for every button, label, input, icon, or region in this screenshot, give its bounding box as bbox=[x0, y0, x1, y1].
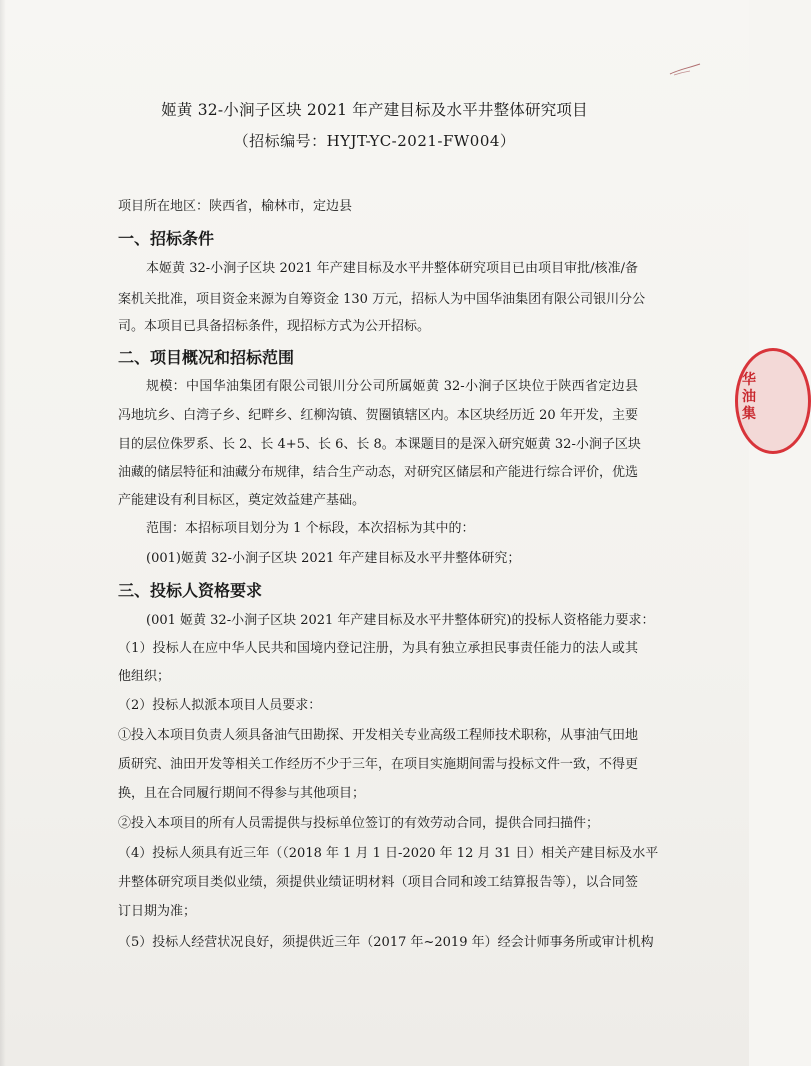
paragraph-line: （1）投标人在应中华人民共和国境内登记注册，为具有独立承担民事责任能力的法人或其 bbox=[118, 641, 638, 656]
paragraph-line: 质研究、油田开发等相关工作经历不少于三年，在项目实施期间需与投标文件一致，不得更 bbox=[118, 757, 639, 772]
paragraph-line: 订日期为准； bbox=[118, 904, 197, 919]
section-heading-project-overview: 二、项目概况和招标范围 bbox=[118, 348, 295, 367]
paragraph-line: 产能建设有利目标区，奠定效益建产基础。 bbox=[118, 493, 366, 508]
paragraph-line: （4）投标人须具有近三年（（2018 年 1 月 1 日-2020 年 12 月 31 日）相关产建目标及水平 bbox=[118, 846, 659, 861]
paragraph-line: 范围：本招标项目划分为 1 个标段，本次招标为其中的： bbox=[146, 521, 475, 536]
paragraph-line: 换，且在合同履行期间不得参与其他项目； bbox=[118, 786, 366, 801]
document-title: 姬黄 32-小涧子区块 2021 年产建目标及水平井整体研究项目 bbox=[161, 101, 588, 119]
section-heading-bidder-qualifications: 三、投标人资格要求 bbox=[118, 581, 263, 600]
paragraph-line: 油藏的储层特征和油藏分布规律，结合生产动态，对研究区储层和产能进行综合评价，优选 bbox=[118, 465, 639, 480]
paragraph-line: （5）投标人经营状况良好，须提供近三年（2017 年~2019 年）经会计师事务所或审计机构 bbox=[118, 935, 654, 950]
page-edge-shadow bbox=[0, 0, 6, 1066]
paragraph-line: 他组织； bbox=[118, 669, 171, 684]
paragraph-line: ②投入本项目的所有人员需提供与投标单位签订的有效劳动合同，提供合同扫描件； bbox=[118, 816, 600, 831]
paragraph-line: 司。本项目已具备招标条件，现招标方式为公开招标。 bbox=[118, 319, 431, 334]
paragraph-line: （2）投标人拟派本项目人员要求： bbox=[118, 698, 322, 713]
paragraph-line: 井整体研究项目类似业绩，须提供业绩证明材料（项目合同和竣工结算报告等），以合同签 bbox=[118, 875, 638, 890]
paragraph-line: 案机关批准，项目资金来源为自筹资金 130 万元，招标人为中国华油集团有限公司银川分公 bbox=[118, 292, 646, 307]
handwritten-mark bbox=[668, 62, 702, 78]
paragraph-line: (001)姬黄 32-小涧子区块 2021 年产建目标及水平井整体研究； bbox=[146, 551, 521, 566]
section-heading-tender-conditions: 一、招标条件 bbox=[118, 229, 215, 248]
tender-code: （招标编号：HYJT-YC-2021-FW004） bbox=[233, 132, 516, 150]
official-seal-text: 华 油 集 bbox=[742, 372, 756, 422]
paragraph-line: 规模：中国华油集团有限公司银川分公司所属姬黄 32-小涧子区块位于陕西省定边县 bbox=[146, 379, 638, 394]
project-location: 项目所在地区：陕西省，榆林市，定边县 bbox=[118, 199, 353, 214]
paragraph-line: ①投入本项目负责人须具备油气田勘探、开发相关专业高级工程师技术职称，从事油气田地 bbox=[118, 728, 639, 743]
paragraph-line: 目的层位侏罗系、长 2、长 4+5、长 6、长 8。本课题目的是深入研究姬黄 32-小涧子区块 bbox=[118, 437, 641, 452]
paragraph-line: (001 姬黄 32-小涧子区块 2021 年产建目标及水平井整体研究)的投标人资格能力要求： bbox=[146, 613, 655, 628]
paragraph-line: 冯地坑乡、白湾子乡、纪畔乡、红柳沟镇、贺圈镇辖区内。本区块经历近 20 年开发，主要 bbox=[118, 408, 638, 423]
paragraph-line: 本姬黄 32-小涧子区块 2021 年产建目标及水平井整体研究项目已由项目审批/核准/备 bbox=[146, 261, 638, 276]
